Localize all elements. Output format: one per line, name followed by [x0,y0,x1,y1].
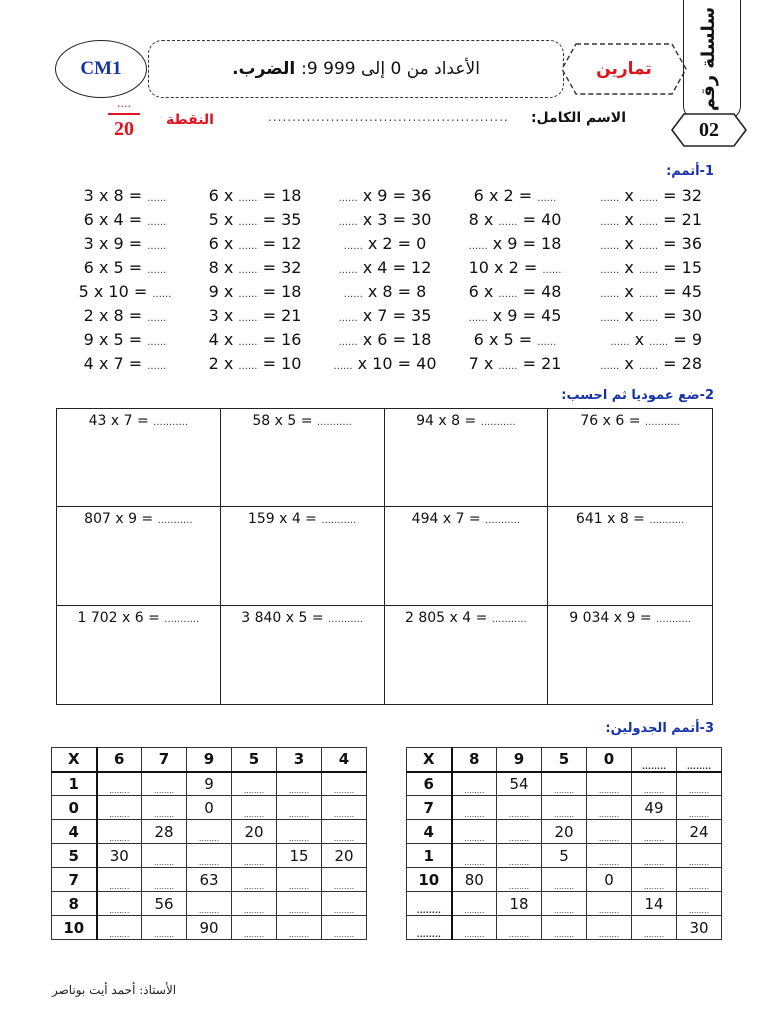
table-cell[interactable]: ........ [542,892,587,916]
multiplication-item[interactable]: 3 x 8 = ...... [83,186,167,205]
vertical-calc-cell[interactable]: 9 034 x 9 = ........... [569,609,692,626]
table-cell[interactable]: ........ [587,892,632,916]
exercise-2-title: 2-ضع عموديا ثم احسب: [561,388,714,403]
table-cell[interactable]: ........ [542,796,587,820]
multiplication-item[interactable]: 6 x ...... = 18 [208,186,302,205]
table-cell[interactable]: ........ [497,916,542,940]
table-row [407,844,722,868]
lesson-title: الأعداد من 0 إلى 999 9: [301,59,480,79]
exercise-1-row [60,354,710,378]
table-cell[interactable]: ........ [322,772,367,796]
multiplication-item[interactable]: ...... x ...... = 9 [610,330,702,349]
table-row [52,748,367,772]
lesson-title-bold: الضرب. [232,59,296,79]
table-cell: 9 [187,772,232,796]
table-cell[interactable]: ........ [277,820,322,844]
multiplication-item[interactable]: 9 x 5 = ...... [83,330,167,349]
table-cell[interactable]: ........ [587,820,632,844]
table-cell[interactable]: ........ [187,844,232,868]
table-cell[interactable]: ........ [542,916,587,940]
table-cell[interactable]: ........ [232,868,277,892]
table-header-cell: 4 [52,820,97,844]
multiplication-item[interactable]: ...... x ...... = 28 [600,354,702,373]
table-cell: 49 [632,796,677,820]
table-cell[interactable]: ........ [632,772,677,796]
table-cell[interactable]: ........ [677,892,722,916]
table-cell[interactable]: ........ [452,916,497,940]
table-row [52,844,367,868]
table-header-cell: 7 [142,748,187,772]
table-header-cell: 7 [52,868,97,892]
multiplication-item[interactable]: ...... x ...... = 36 [600,234,702,253]
table-row [407,772,722,796]
table-cell: 20 [322,844,367,868]
table-row [52,892,367,916]
exercises-badge [560,42,688,96]
table-row [407,748,722,772]
table-header-cell[interactable]: ........ [632,748,677,772]
exercise-1-row [60,282,710,306]
multiplication-item[interactable]: ...... x 7 = 35 [338,306,432,325]
table-cell[interactable]: ........ [587,772,632,796]
table-header-cell: 4 [322,748,367,772]
multiplication-item[interactable]: 2 x 8 = ...... [83,306,167,325]
multiplication-item[interactable]: ...... x 8 = 8 [343,282,427,301]
exercise-1-grid [60,186,710,378]
table-cell[interactable]: ........ [142,772,187,796]
vertical-calc-cell[interactable]: 58 x 5 = ........... [221,409,385,507]
table-header-cell: 6 [97,748,142,772]
table-cell[interactable]: ........ [97,772,142,796]
multiplication-item[interactable]: 3 x ...... = 21 [208,306,302,325]
table-header-cell: 8 [452,748,497,772]
score-fraction [104,98,144,140]
table-cell[interactable]: ........ [632,916,677,940]
table-cell[interactable]: ........ [322,796,367,820]
level-label: CM1 [80,58,122,79]
multiplication-item[interactable]: ...... x 9 = 45 [468,306,562,325]
table-cell[interactable]: ........ [322,820,367,844]
table-cell[interactable]: ........ [97,868,142,892]
table-header-cell: 3 [277,748,322,772]
table-cell[interactable]: ........ [277,892,322,916]
table-cell[interactable]: ........ [677,844,722,868]
table-cell[interactable]: ........ [452,820,497,844]
table-cell: 18 [497,892,542,916]
multiplication-item[interactable]: 4 x ...... = 16 [208,330,302,349]
table-cell[interactable]: ........ [587,796,632,820]
table-cell[interactable]: ........ [587,844,632,868]
lesson-title-box [148,40,564,98]
table-cell[interactable]: ........ [277,868,322,892]
exercise-1-row [60,306,710,330]
table-row [407,892,722,916]
table-cell: 80 [452,868,497,892]
table-cell[interactable]: ........ [97,820,142,844]
table-cell[interactable]: ........ [587,916,632,940]
multiplication-item[interactable]: 6 x ...... = 12 [208,234,302,253]
multiplication-item[interactable]: ...... x 9 = 36 [338,186,432,205]
table-cell: 90 [187,916,232,940]
table-cell[interactable]: ........ [452,796,497,820]
table-cell: 15 [277,844,322,868]
table-cell[interactable]: ........ [677,772,722,796]
table-cell: 56 [142,892,187,916]
vertical-calc-cell[interactable]: 43 x 7 = ........... [57,409,221,507]
table-cell[interactable]: ........ [632,868,677,892]
table-cell[interactable]: ........ [677,868,722,892]
multiplication-item[interactable]: 8 x ...... = 32 [208,258,302,277]
exercise-1-row [60,234,710,258]
multiplication-item[interactable]: 8 x ...... = 40 [468,210,562,229]
table-header-cell: X [52,748,97,772]
table-cell[interactable]: ........ [277,916,322,940]
multiplication-item[interactable]: ...... x ...... = 32 [600,186,702,205]
multiplication-item[interactable]: ...... x ...... = 30 [600,306,702,325]
table-cell[interactable]: ........ [497,868,542,892]
table-cell[interactable]: ........ [97,892,142,916]
table-row [407,820,722,844]
multiplication-table-2 [406,747,722,940]
multiplication-item[interactable]: ...... x 9 = 18 [468,234,562,253]
table-cell[interactable]: ........ [277,796,322,820]
table-cell[interactable]: ........ [97,796,142,820]
multiplication-item[interactable]: 4 x 7 = ...... [83,354,167,373]
multiplication-item[interactable]: 7 x ...... = 21 [468,354,562,373]
table-cell[interactable]: ........ [232,772,277,796]
exercise-1-row [60,186,710,210]
table-header-cell: X [407,748,452,772]
table-row [407,796,722,820]
exercise-1-row [60,258,710,282]
multiplication-item[interactable]: 2 x ...... = 10 [208,354,302,373]
vertical-calc-cell[interactable]: 94 x 8 = ........... [385,409,549,507]
vertical-calc-cell[interactable]: 159 x 4 = ........... [221,507,385,605]
table-row [52,772,367,796]
exercise-2-grid [56,408,713,705]
table-cell: 30 [97,844,142,868]
name-field[interactable]: .................................................. [268,110,509,124]
exercise-3-title: 3-أتمم الجدولين: [605,721,714,736]
table-header-cell: 1 [52,772,97,796]
table-cell: 54 [497,772,542,796]
table-header-cell: 10 [52,916,97,940]
table-cell[interactable]: ........ [452,844,497,868]
multiplication-item[interactable]: ...... x 3 = 30 [338,210,432,229]
vertical-calc-cell[interactable]: 76 x 6 = ........... [548,409,712,507]
series-number-badge [670,112,748,148]
table-cell[interactable]: ........ [497,820,542,844]
table-cell: 28 [142,820,187,844]
multiplication-item[interactable]: 5 x 10 = ...... [78,282,172,301]
vertical-calc-cell[interactable]: 2 805 x 4 = ........... [385,606,549,704]
table-cell[interactable]: ........ [142,796,187,820]
table-header-cell: 0 [52,796,97,820]
series-number: 02 [699,118,719,141]
table-row [52,796,367,820]
fraction-bar [108,113,140,115]
table-cell[interactable]: ........ [142,844,187,868]
table-cell[interactable]: ........ [452,772,497,796]
table-cell[interactable]: ........ [497,796,542,820]
table-cell[interactable]: ........ [322,916,367,940]
table-cell: 0 [587,868,632,892]
table-row [407,916,722,940]
table-cell[interactable]: ........ [452,892,497,916]
table-cell: 20 [232,820,277,844]
table-header-cell[interactable]: ........ [407,892,452,916]
table-row [52,820,367,844]
table-cell[interactable]: ........ [322,892,367,916]
table-cell[interactable]: ........ [232,844,277,868]
table-row [407,868,722,892]
level-badge [55,40,147,98]
table-header-cell: 9 [497,748,542,772]
table-header-cell[interactable]: ........ [407,916,452,940]
multiplication-item[interactable]: ...... x 4 = 12 [338,258,432,277]
multiplication-item[interactable]: ...... x 2 = 0 [343,234,427,253]
vertical-calc-cell[interactable]: 1 702 x 6 = ........... [57,606,221,704]
table-cell[interactable]: ........ [142,868,187,892]
table-cell[interactable]: ........ [497,844,542,868]
exercises-badge-label: تمارين [596,59,652,79]
table-cell: 14 [632,892,677,916]
table-cell[interactable]: ........ [632,844,677,868]
table-header-cell: 0 [587,748,632,772]
table-header-cell: 9 [187,748,232,772]
table-cell[interactable]: ........ [142,916,187,940]
table-header-cell: 10 [407,868,452,892]
multiplication-table-1 [51,747,367,940]
table-header-cell: 1 [407,844,452,868]
multiplication-item[interactable]: 3 x 9 = ...... [83,234,167,253]
multiplication-item[interactable]: 6 x 4 = ...... [83,210,167,229]
table-row [52,916,367,940]
vertical-calc-cell[interactable]: 807 x 9 = ........... [57,507,221,605]
table-cell[interactable]: ........ [322,868,367,892]
score-label: النقطة [166,112,214,128]
teacher-signature: الأستاذ: أحمد أيت بوناصر [52,983,177,997]
table-cell: 63 [187,868,232,892]
multiplication-item[interactable]: ...... x ...... = 45 [600,282,702,301]
table-cell[interactable]: ........ [232,892,277,916]
score-total: 20 [114,118,134,140]
name-label: الاسم الكامل: [530,110,626,126]
table-header-cell: 8 [52,892,97,916]
multiplication-item[interactable]: 5 x ...... = 35 [208,210,302,229]
exercise-1-row [60,210,710,234]
table-cell: 5 [542,844,587,868]
multiplication-item[interactable]: 6 x 5 = ...... [83,258,167,277]
multiplication-item[interactable]: 9 x ...... = 18 [208,282,302,301]
table-row [52,868,367,892]
table-cell: 20 [542,820,587,844]
table-header-cell: 5 [52,844,97,868]
multiplication-item[interactable]: 10 x 2 = ...... [468,258,562,277]
table-header-cell[interactable]: ........ [677,748,722,772]
exercise-1-title: 1-أتمم: [666,164,714,179]
exercise-1-row [60,330,710,354]
table-header-cell: 6 [407,772,452,796]
table-cell[interactable]: ........ [187,892,232,916]
table-cell[interactable]: ........ [97,916,142,940]
vertical-calc-cell[interactable]: 3 840 x 5 = ........... [221,606,385,704]
multiplication-item[interactable]: 6 x ...... = 48 [468,282,562,301]
table-cell[interactable]: ........ [187,820,232,844]
series-label: سلسلة رقم [698,6,719,112]
multiplication-item[interactable]: 6 x 2 = ...... [473,186,557,205]
table-cell[interactable]: ........ [542,772,587,796]
table-cell: 0 [187,796,232,820]
table-cell: 24 [677,820,722,844]
table-cell[interactable]: ........ [542,868,587,892]
table-cell[interactable]: ........ [277,772,322,796]
table-header-cell: 4 [407,820,452,844]
vertical-calc-cell[interactable]: 641 x 8 = ........... [548,507,712,605]
table-cell[interactable]: ........ [677,796,722,820]
table-cell[interactable]: ........ [232,916,277,940]
multiplication-item[interactable]: ...... x 10 = 40 [333,354,437,373]
table-header-cell: 5 [232,748,277,772]
series-tab [683,0,741,120]
score-value[interactable]: .... [117,97,131,110]
multiplication-item[interactable]: ...... x ...... = 15 [600,258,702,277]
vertical-calc-cell[interactable]: 494 x 7 = ........... [385,507,549,605]
multiplication-item[interactable]: 6 x 5 = ...... [473,330,557,349]
multiplication-item[interactable]: ...... x ...... = 21 [600,210,702,229]
table-cell: 30 [677,916,722,940]
table-cell[interactable]: ........ [632,820,677,844]
table-header-cell: 5 [542,748,587,772]
table-cell[interactable]: ........ [232,796,277,820]
table-header-cell: 7 [407,796,452,820]
multiplication-item[interactable]: ...... x 6 = 18 [338,330,432,349]
